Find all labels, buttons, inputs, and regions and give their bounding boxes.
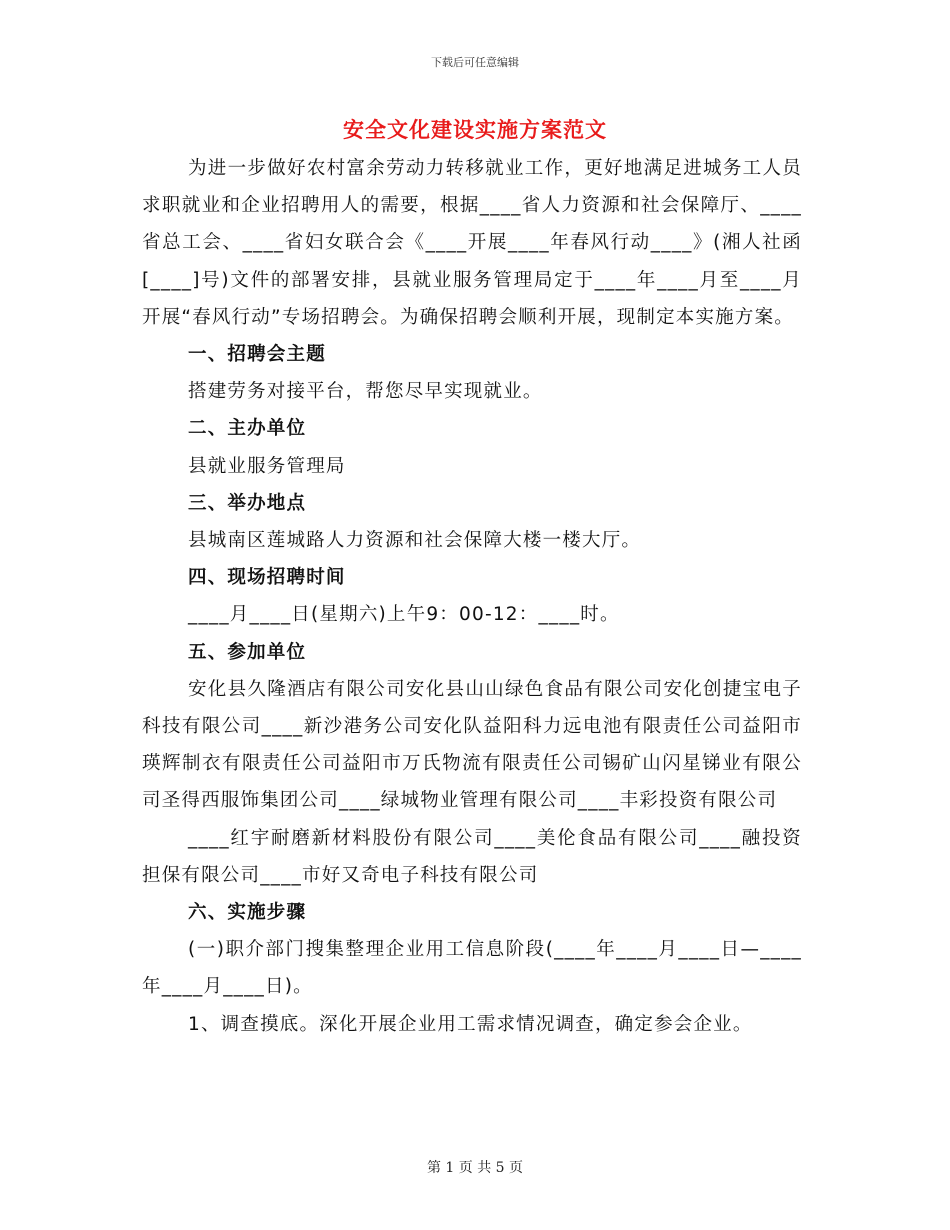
header-note: 下载后可任意编辑	[431, 56, 519, 69]
step-1: 1、调查摸底。深化开展企业用工需求情况调查，确定参会企业。	[188, 1013, 753, 1035]
section-body-venue: 县城南区莲城路人力资源和社会保障大楼一楼大厅。	[188, 530, 642, 552]
section-body-participants: 安化县久隆酒店有限公司安化县山山绿色食品有限公司安化创捷宝电子科技有限公司____新沙港务公司安化队益阳科力远电池有限责任公司益阳市瑛辉制衣有限责任公司益阳市万氏物流有限责任公司锡矿山闪星锑业有限公司圣得西服饰集团公司____绿城物业管理有限公司____丰彩投资有限公司	[142, 678, 802, 812]
step-phase-1: (一)职介部门搜集整理企业用工信息阶段(____年____月____日—____年____月____日)。	[142, 939, 802, 998]
section-heading-steps: 六、实施步骤	[188, 902, 307, 924]
section-heading-venue: 三、举办地点	[188, 492, 307, 514]
section-heading-theme: 一、招聘会主题	[188, 344, 326, 366]
section-heading-time: 四、现场招聘时间	[188, 567, 346, 589]
participants-continued: ____红宇耐磨新材料股份有限公司____美伦食品有限公司____融投资担保有限公司____市好又奇电子科技有限公司	[142, 827, 802, 886]
document-title: 安全文化建设实施方案范文	[343, 118, 607, 142]
section-heading-participants: 五、参加单位	[188, 641, 307, 663]
section-heading-organizer: 二、主办单位	[188, 418, 307, 440]
section-body-organizer: 县就业服务管理局	[188, 455, 346, 477]
document-body	[142, 150, 802, 1043]
page-footer: 第 1 页 共 5 页	[426, 1160, 524, 1176]
section-body-theme: 搭建劳务对接平台，帮您尽早实现就业。	[188, 381, 543, 403]
intro-paragraph: 为进一步做好农村富余劳动力转移就业工作，更好地满足进城务工人员求职就业和企业招聘用人的需要，根据____省人力资源和社会保障厅、____省总工会、____省妇女联合会《____开展____年春风行动____》(湘人社函[____]号)文件的部署安排，县就业服务管理局定于____年____月至____月开展“春风行动”专场招聘会。为确保招聘会顺利开展，现制定本实施方案。	[142, 158, 802, 328]
section-body-time: ____月____日(星期六)上午9：00-12：____时。	[188, 604, 620, 626]
